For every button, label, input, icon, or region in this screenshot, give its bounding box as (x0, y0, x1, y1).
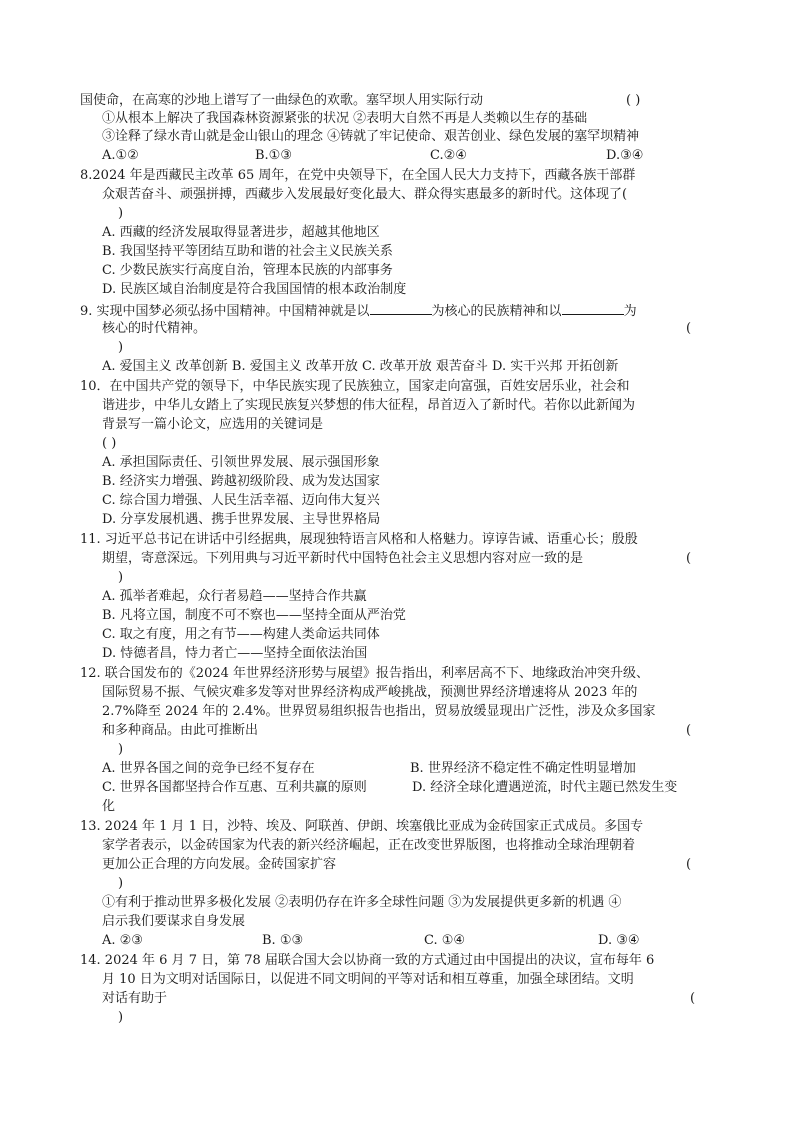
q7-answer-bracket: ( ) (626, 93, 641, 108)
q9-stem-line-1 (80, 301, 637, 321)
q13-stem-line-1: 13. 2024 年 1 月 1 日，沙特、埃及、阿联酋、伊朗、埃塞俄比亚成为金砖国家正式成员。多国专 (80, 819, 644, 834)
q10-option-c: C. 综合国力增强、人民生活幸福、迈向伟大复兴 (102, 493, 380, 508)
q11-option-d: D. 恃德者昌，恃力者亡——坚持全面依法治国 (102, 646, 368, 661)
q9-blank-1 (370, 301, 432, 315)
q7-option-line-1: ①从根本上解决了我国森林资源紧张的状况 ②表明大自然不再是人类赖以生存的基础 (102, 111, 588, 126)
q8-bracket-close: ) (118, 206, 124, 221)
q13-bracket-open: ( (686, 857, 692, 872)
q13-option-line-2: 启示我们要谋求自身发展 (102, 914, 246, 929)
q14-stem-line-2: 月 10 日为文明对话国际日，以促进不同文明间的平等对话和相互尊重，加强全球团结。文明 (102, 972, 634, 987)
q10-option-b: B. 经济实力增强、跨越初级阶段、成为发达国家 (102, 474, 380, 489)
q12-option-d: D. 经济全球化遭遇逆流，时代主题已然发生变 (412, 780, 678, 795)
q9-stem-part-b: 为核心的民族精神和以 (431, 304, 562, 319)
q9-options: A. 爱国主义 改革创新 B. 爱国主义 改革开放 C. 改革开放 艰苦奋斗 D. 实干兴邦 开拓创新 (102, 359, 619, 374)
q13-stem-line-3: 更加公正合理的方向发展。金砖国家扩容 (102, 857, 337, 872)
q12-option-c: C. 世界各国都坚持合作互惠、互利共赢的原则 (102, 780, 367, 795)
q7-choice-a: A.①② (102, 148, 139, 163)
q9-stem-part-c: 为 (623, 304, 637, 319)
q11-bracket-open: ( (686, 551, 692, 566)
q10-option-a: A. 承担国际责任、引领世界发展、展示强国形象 (102, 455, 380, 470)
q11-bracket-close: ) (118, 570, 124, 585)
q14-bracket-close: ) (118, 1010, 124, 1025)
q8-option-d: D. 民族区域自治制度是符合我国国情的根本政治制度 (102, 282, 407, 297)
q7-choice-d: D.③④ (606, 148, 644, 163)
q10-stem-line-2: 谐进步，中华儿女踏上了实现民族复兴梦想的伟大征程，昂首迈入了新时代。若你以此新闻为 (102, 398, 636, 413)
q12-stem-line-3: 2.7%降至 2024 年的 2.4%。世界贸易组织报告也指出，贸易放缓显现出广泛性，涉及众多国家 (102, 704, 656, 719)
q11-option-c: C. 取之有度，用之有节——构建人类命运共同体 (102, 627, 380, 642)
q14-stem-line-1: 14. 2024 年 6 月 7 日，第 78 届联合国大会以协商一致的方式通过由中国提出的决议，宣布每年 6 (80, 953, 655, 968)
q8-stem-line-1: 8.2024 年是西藏民主改革 65 周年，在党中央领导下，在全国人民大力支持下，西藏各族干部群 (80, 168, 636, 183)
q13-option-line-1: ①有利于推动世界多极化发展 ②表明仍存在许多全球性问题 ③为发展提供更多新的机遇 ④ (102, 895, 622, 910)
q7-option-line-2: ③诠释了绿水青山就是金山银山的理念 ④铸就了牢记使命、艰苦创业、绿色发展的塞罕坝精神 (102, 129, 640, 144)
q9-blank-2 (562, 301, 624, 315)
q12-option-a: A. 世界各国之间的竞争已经不复存在 (102, 761, 315, 776)
q13-bracket-close: ) (118, 876, 124, 891)
q13-stem-line-2: 家学者表示，以金砖国家为代表的新兴经济崛起，正在改变世界版图，也将推动全球治理朝着 (102, 838, 636, 853)
q8-option-a: A. 西藏的经济发展取得显著进步，超越其他地区 (102, 225, 380, 240)
q7-choice-b: B.①③ (255, 148, 292, 163)
q14-bracket-open: ( (690, 991, 696, 1006)
q13-choice-a: A. ②③ (102, 933, 143, 948)
q9-stem-part-a: 9. 实现中国梦必须弘扬中国精神。中国精神就是以 (80, 304, 370, 319)
q11-option-b: B. 凡将立国，制度不可不察也——坚持全面从严治党 (102, 608, 406, 623)
q7-choice-c: C.②④ (430, 148, 467, 163)
q12-bracket-open: ( (686, 723, 692, 738)
q12-option-b: B. 世界经济不稳定性不确定性明显增加 (410, 761, 636, 776)
q11-stem-line-1: 11. 习近平总书记在讲话中引经据典，展现独特语言风格和人格魅力。谆谆告诫、语重心长；殷殷 (80, 532, 638, 547)
q13-choice-d: D. ③④ (598, 933, 640, 948)
q8-stem-line-2: 众艰苦奋斗、顽强拼搏，西藏步入发展最好变化最大、群众得实惠最多的新时代。这体现了( (102, 187, 628, 202)
q10-bracket: ( ) (102, 436, 117, 451)
q7-stem-tail: 国使命，在高寒的沙地上谱写了一曲绿色的欢歌。塞罕坝人用实际行动 (80, 93, 484, 108)
q11-option-a: A. 孤举者难起，众行者易趋——坚持合作共赢 (102, 589, 367, 604)
q10-option-d: D. 分享发展机遇、携手世界发展、主导世界格局 (102, 512, 381, 527)
q12-stem-line-4: 和多种商品。由此可推断出 (102, 723, 259, 738)
q12-option-d-tail: 化 (102, 799, 116, 814)
q12-bracket-close: ) (118, 742, 124, 757)
q9-stem-line-2: 核心的时代精神。 (102, 321, 207, 336)
q12-stem-line-2: 国际贸易不振、气候灾难多发等对世界经济构成严峻挑战，预测世界经济增速将从 2023 年的 (102, 685, 638, 700)
q13-choice-b: B. ①③ (262, 933, 304, 948)
q10-stem-line-1: 10．在中国共产党的领导下，中华民族实现了民族独立，国家走向富强，百姓安居乐业，社会和 (80, 379, 630, 394)
q8-option-c: C. 少数民族实行高度自治，管理本民族的内部事务 (102, 263, 393, 278)
q9-bracket-close: ) (118, 340, 124, 355)
q9-bracket-open: ( (686, 321, 692, 336)
q8-option-b: B. 我国坚持平等团结互助和谐的社会主义民族关系 (102, 244, 393, 259)
q14-stem-line-3: 对话有助于 (102, 991, 168, 1006)
q11-stem-line-2: 期望，寄意深远。下列用典与习近平新时代中国特色社会主义思想内容对应一致的是 (102, 551, 584, 566)
q12-stem-line-1: 12. 联合国发布的《2024 年世界经济形势与展望》报告指出，利率居高不下、地缘政治冲突升级、 (80, 666, 650, 681)
q13-choice-c: C. ①④ (424, 933, 466, 948)
q10-stem-line-3: 背景写一篇小论文，应选用的关键词是 (102, 417, 324, 432)
